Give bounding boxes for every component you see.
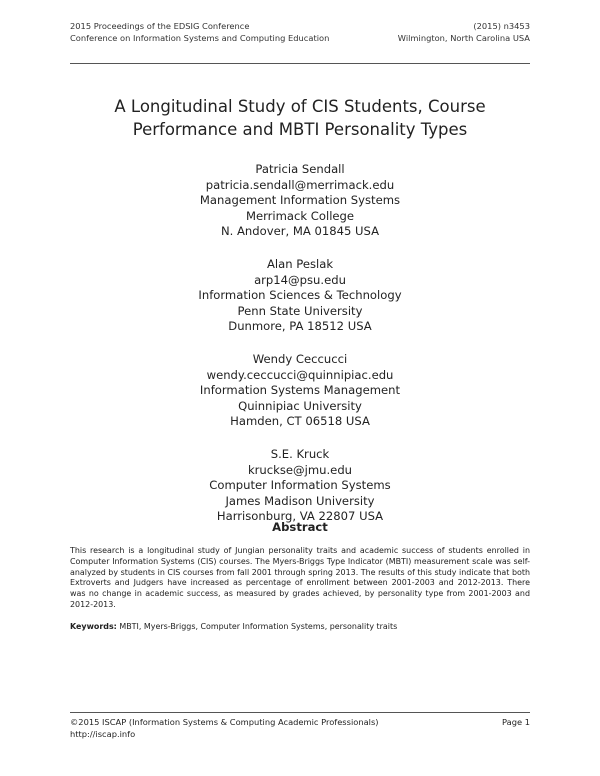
header-location: Wilmington, North Carolina USA — [397, 33, 530, 43]
author-block — [100, 257, 500, 335]
abstract-heading: Abstract — [272, 520, 328, 534]
author-name: Wendy Ceccucci — [252, 351, 348, 366]
author-block — [100, 162, 500, 240]
footer-page-number: Page 1 — [501, 717, 530, 727]
author-department: Management Information Systems — [199, 193, 401, 208]
author-location: Harrisonburg, VA 22807 USA — [216, 509, 384, 524]
author-name: Alan Peslak — [266, 256, 334, 271]
author-block — [100, 447, 500, 525]
author-department: Information Systems Management — [199, 383, 401, 398]
title-line-1: A Longitudinal Study of CIS Students, Course — [114, 97, 486, 116]
author-list — [100, 162, 500, 542]
footer-copyright: ©2015 ISCAP (Information Systems & Computing Academic Professionals) — [70, 717, 379, 727]
header-paper-id: (2015) n3453 — [473, 21, 530, 31]
author-institution: Penn State University — [237, 303, 363, 318]
author-block — [100, 352, 500, 430]
keywords-label: Keywords: — [70, 622, 117, 631]
author-name: Patricia Sendall — [255, 162, 345, 176]
author-institution: Quinnipiac University — [238, 398, 362, 413]
abstract-body: This research is a longitudinal study of Jungian personality traits and academic success of students enrolled in Computer Information Systems (CIS) courses. The Myers-Briggs Type Indicator (MBTI) measurement scale was self-analyzed by students in CIS courses from fall 2001 through spring 2013. The results of this study indicate that both Extroverts and Judgers have increased as percentage of enrollment between 2001-2003 and 2012-2013. There was no change in academic success, as measured by grades achieved, by personality type from 2001-2003 and 2012-2013. — [70, 546, 530, 609]
author-department: Information Sciences & Technology — [198, 288, 402, 303]
author-institution: James Madison University — [225, 493, 375, 508]
author-email[interactable]: arp14@psu.edu — [254, 272, 346, 287]
author-email[interactable]: kruckse@jmu.edu — [247, 462, 353, 477]
author-email[interactable]: patricia.sendall@merrimack.edu — [205, 177, 395, 192]
header-proceedings: 2015 Proceedings of the EDSIG Conference — [70, 21, 250, 31]
footer-divider — [70, 712, 530, 713]
keywords-text: MBTI, Myers-Briggs, Computer Information Systems, personality traits — [119, 622, 398, 631]
footer-url[interactable]: http://iscap.info — [70, 729, 136, 739]
header-divider — [70, 63, 530, 64]
header-conference: Conference on Information Systems and Computing Education — [70, 33, 330, 43]
author-location: Dunmore, PA 18512 USA — [228, 319, 372, 334]
running-header — [70, 20, 530, 44]
author-institution: Merrimack College — [245, 208, 355, 223]
author-location: Hamden, CT 06518 USA — [230, 414, 370, 429]
author-location: N. Andover, MA 01845 USA — [220, 224, 380, 239]
author-name: S.E. Kruck — [270, 446, 330, 461]
page-footer — [70, 716, 530, 740]
author-email[interactable]: wendy.ceccucci@quinnipiac.edu — [206, 367, 394, 382]
title-line-2: Performance and MBTI Personality Types — [132, 120, 468, 139]
keywords-line — [70, 621, 530, 632]
author-department: Computer Information Systems — [209, 478, 391, 493]
paper-title — [60, 95, 540, 141]
